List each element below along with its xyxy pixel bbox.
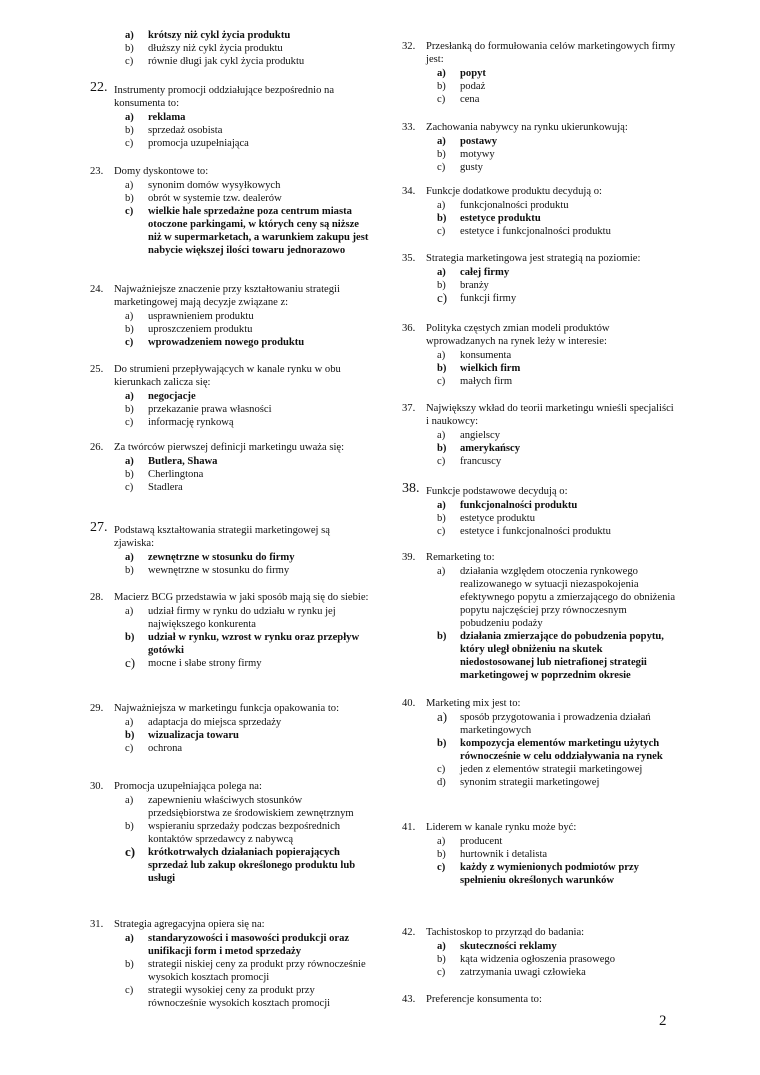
question-block <box>90 363 370 429</box>
option-label: b) <box>125 125 134 136</box>
answer-option <box>90 205 370 257</box>
option-text: negocjacje <box>148 391 196 402</box>
option-text: estetyce i funkcjonalności produktu <box>460 226 611 237</box>
answer-option <box>402 93 677 106</box>
answer-option <box>90 564 370 577</box>
question-text: Zachowania nabywcy na rynku ukierunkowują: <box>426 122 628 133</box>
answer-option <box>402 565 677 630</box>
answer-option <box>90 468 370 481</box>
option-text: standaryzowości i masowości produkcji oraz unifikacji form i metod sprzedaży <box>148 933 350 957</box>
question <box>90 80 370 110</box>
option-label: a) <box>437 350 446 361</box>
option-text: sprzedaż osobista <box>148 125 223 136</box>
option-label: b) <box>437 738 447 749</box>
option-label: a) <box>437 941 446 952</box>
option-label: c) <box>125 985 134 996</box>
question-text: Macierz BCG przedstawia w jaki sposób mają się do siebie: <box>114 592 369 603</box>
question <box>90 441 370 454</box>
answer-option <box>402 499 677 512</box>
question-number: 38. <box>402 481 420 496</box>
question <box>90 520 370 550</box>
option-text: krótkotrwałych działaniach popierających sprzedaż lub zakup określonego produktu lub usługi <box>148 847 356 884</box>
question-number: 43. <box>402 994 416 1005</box>
question <box>402 185 677 198</box>
question-number: 24. <box>90 284 104 295</box>
question-text: Remarketing to: <box>426 552 495 563</box>
option-label: a) <box>437 267 446 278</box>
answer-option <box>90 179 370 192</box>
question-block <box>402 252 677 305</box>
answer-option <box>90 631 370 657</box>
question-text: Strategia marketingowa jest strategią na poziomie: <box>426 253 641 264</box>
option-text: podaż <box>460 81 486 92</box>
option-text: dłuższy niż cykl życia produktu <box>148 43 283 54</box>
option-label: b) <box>125 821 134 832</box>
answer-option <box>402 512 677 525</box>
option-text: mocne i słabe strony firmy <box>148 658 262 669</box>
option-text: skuteczności reklamy <box>460 941 557 952</box>
option-text: cena <box>460 94 480 105</box>
question-block <box>90 165 370 257</box>
option-text: Stadlera <box>148 482 183 493</box>
option-label: c) <box>125 337 134 348</box>
option-text: działania zmierzające do pobudzenia popytu, który uległ obniżeniu na skutek niedostosowanej lub nietrafionej strategii marketingowej w poprzednim okresie <box>460 631 664 681</box>
question-text: Liderem w kanale rynku może być: <box>426 822 577 833</box>
option-text: udział firmy w rynku do udziału w rynku jej największego konkurenta <box>148 606 336 630</box>
option-label: b) <box>125 43 134 54</box>
option-label: b) <box>437 631 447 642</box>
option-text: ochrona <box>148 743 183 754</box>
answer-option <box>402 375 677 388</box>
answer-option <box>402 630 677 682</box>
option-label: c) <box>125 482 134 493</box>
question-block <box>402 402 677 468</box>
option-label: b) <box>125 730 135 741</box>
answer-option <box>90 403 370 416</box>
option-label: c) <box>125 417 134 428</box>
answer-option <box>402 763 677 776</box>
option-text: synonim domów wysyłkowych <box>148 180 281 191</box>
option-text: sposób przygotowania i prowadzenia działań marketingowych <box>460 712 651 736</box>
question-block <box>402 481 677 538</box>
answer-option <box>402 835 677 848</box>
question <box>90 702 370 715</box>
option-label: b) <box>437 443 447 454</box>
option-label: a) <box>125 933 134 944</box>
question <box>402 40 677 66</box>
question-text: Preferencje konsumenta to: <box>426 994 542 1005</box>
question-text: Promocja uzupełniająca polega na: <box>114 781 262 792</box>
option-label: a) <box>125 456 134 467</box>
answer-option <box>402 292 677 305</box>
option-label: a) <box>125 311 134 322</box>
option-label: a) <box>125 795 134 806</box>
option-text: kompozycja elementów marketingu użytych równocześnie w celu oddziaływania na rynek <box>460 738 663 762</box>
option-text: estetyce produktu <box>460 513 536 524</box>
option-text: każdy z wymienionych podmiotów przy spełnieniu określonych warunków <box>460 862 639 886</box>
answer-option <box>402 848 677 861</box>
option-label: c) <box>437 162 446 173</box>
question-block <box>402 40 677 106</box>
question <box>402 402 677 428</box>
option-text: Cherlingtona <box>148 469 204 480</box>
answer-option <box>90 390 370 403</box>
option-label: a) <box>125 717 134 728</box>
question-block <box>90 702 370 755</box>
question-text: Polityka częstych zmian modeli produktów wprowadzanych na rynek leży w interesie: <box>426 323 610 347</box>
answer-option <box>402 135 677 148</box>
option-text: funkcjonalności produktu <box>460 200 569 211</box>
option-text: jeden z elementów strategii marketingowej <box>460 764 643 775</box>
answer-option <box>90 336 370 349</box>
option-text: francuscy <box>460 456 502 467</box>
answer-option <box>402 429 677 442</box>
option-label: b) <box>125 565 134 576</box>
answer-option <box>90 932 370 958</box>
answer-option <box>90 729 370 742</box>
answer-option <box>90 55 370 68</box>
answer-option <box>402 953 677 966</box>
option-label: a) <box>125 391 134 402</box>
question-block <box>402 993 677 1006</box>
option-label: c) <box>437 456 446 467</box>
option-text: wprowadzeniem nowego produktu <box>148 337 305 348</box>
answer-option <box>90 820 370 846</box>
option-label: b) <box>437 513 446 524</box>
option-text: krótszy niż cykl życia produktu <box>148 30 291 41</box>
option-label: a) <box>437 430 446 441</box>
question-number: 28. <box>90 592 104 603</box>
option-text: udział w rynku, wzrost w rynku oraz przepływ gotówki <box>148 632 360 656</box>
question-number: 35. <box>402 253 416 264</box>
answer-option <box>402 711 677 737</box>
question-number: 40. <box>402 698 416 709</box>
question <box>402 322 677 348</box>
option-text: funkcji firmy <box>460 293 517 304</box>
option-text: branży <box>460 280 489 291</box>
question <box>402 551 677 564</box>
option-label: a) <box>437 500 446 511</box>
option-text: wewnętrzne w stosunku do firmy <box>148 565 290 576</box>
answer-option <box>90 958 370 984</box>
question-block <box>402 322 677 388</box>
option-text: reklama <box>148 112 186 123</box>
option-text: całej firmy <box>460 267 510 278</box>
answer-option <box>402 861 677 887</box>
option-label: b) <box>437 280 446 291</box>
option-text: promocja uzupełniająca <box>148 138 249 149</box>
option-text: zewnętrzne w stosunku do firmy <box>148 552 295 563</box>
question-number: 25. <box>90 364 104 375</box>
question <box>90 283 370 309</box>
option-label: a) <box>437 836 446 847</box>
answer-option <box>402 776 677 789</box>
option-label: a) <box>125 30 134 41</box>
question-block <box>90 918 370 1010</box>
option-label: b) <box>437 149 446 160</box>
option-text: równie długi jak cykl życia produktu <box>148 56 305 67</box>
option-text: Butlera, Shawa <box>148 456 218 467</box>
option-label: c) <box>437 290 448 305</box>
answer-option <box>90 124 370 137</box>
answer-option <box>402 212 677 225</box>
option-text: działania względem otoczenia rynkowego realizowanego w sytuacji niezaspokojenia efektywnego popytu a zmierzającego do obniżenia popytu najczęściej przy równoczesnym pobudzeniu podaży <box>460 566 676 629</box>
answer-option <box>90 984 370 1010</box>
question-block <box>90 780 370 885</box>
question-number: 34. <box>402 186 416 197</box>
option-text: wielkich firm <box>460 363 521 374</box>
option-text: motywy <box>460 149 495 160</box>
question <box>90 591 370 604</box>
question-text: Funkcje dodatkowe produktu decydują o: <box>426 186 602 197</box>
question-block <box>402 821 677 887</box>
question-text: Najważniejsza w marketingu funkcja opakowania to: <box>114 703 340 714</box>
question <box>402 121 677 134</box>
option-label: a) <box>437 136 446 147</box>
question <box>90 165 370 178</box>
option-label: c) <box>125 56 134 67</box>
question-number: 36. <box>402 323 416 334</box>
option-label: a) <box>125 552 134 563</box>
question-number: 42. <box>402 927 416 938</box>
answer-option <box>90 657 370 670</box>
option-label: c) <box>125 655 136 670</box>
answer-option <box>402 148 677 161</box>
answer-option <box>90 551 370 564</box>
question-block <box>402 121 677 174</box>
option-text: zapewnieniu właściwych stosunków przedsiębiorstwa ze środowiskiem zewnętrznym <box>148 795 354 819</box>
option-label: c) <box>437 862 446 873</box>
question-block <box>402 551 677 682</box>
answer-option <box>402 966 677 979</box>
option-label: c) <box>437 94 446 105</box>
option-text: popyt <box>460 68 486 79</box>
option-text: informację rynkową <box>148 417 234 428</box>
option-text: synonim strategii marketingowej <box>460 777 600 788</box>
answer-option <box>402 225 677 238</box>
option-label: a) <box>437 200 446 211</box>
option-label: c) <box>125 138 134 149</box>
answer-option <box>402 199 677 212</box>
answer-option <box>90 605 370 631</box>
option-label: b) <box>125 193 134 204</box>
answer-option <box>90 323 370 336</box>
option-label: c) <box>125 206 134 217</box>
question-number: 27. <box>90 520 108 535</box>
option-text: wizualizacja towaru <box>148 730 239 741</box>
question-text: Podstawą kształtowania strategii marketingowej są zjawiska: <box>114 525 330 549</box>
question <box>90 780 370 793</box>
answer-option <box>402 940 677 953</box>
option-text: strategii niskiej ceny za produkt przy równocześnie wysokich kosztach promocji <box>148 959 366 983</box>
question-block <box>402 697 677 789</box>
question-number: 41. <box>402 822 416 833</box>
option-label: b) <box>437 954 446 965</box>
question <box>402 821 677 834</box>
question-text: Tachistoskop to przyrząd do badania: <box>426 927 585 938</box>
question-number: 23. <box>90 166 104 177</box>
answer-option <box>90 111 370 124</box>
option-text: wielkie hale sprzedażne poza centrum miasta otoczone parkingami, w których ceny są niższe niż w supermarketach, a warunkiem zakupu jest nabycie większej ilości towaru jednorazowo <box>148 206 369 256</box>
option-text: kąta widzenia ogłoszenia prasowego <box>460 954 616 965</box>
option-text: hurtownik i detalista <box>460 849 548 860</box>
question-block <box>90 591 370 670</box>
option-label: a) <box>437 566 446 577</box>
question-text: Strategia agregacyjna opiera się na: <box>114 919 265 930</box>
option-label: b) <box>125 959 134 970</box>
option-label: a) <box>125 112 134 123</box>
option-label: b) <box>125 404 134 415</box>
option-label: b) <box>437 81 446 92</box>
option-label: c) <box>437 226 446 237</box>
option-text: angielscy <box>460 430 501 441</box>
question-block <box>402 185 677 238</box>
answer-option <box>90 742 370 755</box>
answer-option <box>402 362 677 375</box>
option-text: zatrzymania uwagi człowieka <box>460 967 586 978</box>
question-number: 22. <box>90 80 108 95</box>
answer-option <box>402 737 677 763</box>
question-number: 37. <box>402 403 416 414</box>
question-text: Za twórców pierwszej definicji marketingu uważa się: <box>114 442 345 453</box>
question-block <box>90 28 370 68</box>
option-label: a) <box>125 606 134 617</box>
question-number: 32. <box>402 41 416 52</box>
answer-option <box>402 349 677 362</box>
question <box>90 918 370 931</box>
question-text: Domy dyskontowe to: <box>114 166 209 177</box>
answer-option <box>90 137 370 150</box>
option-text: amerykańscy <box>460 443 521 454</box>
option-text: estetyce i funkcjonalności produktu <box>460 526 611 537</box>
question-number: 29. <box>90 703 104 714</box>
question-text: Funkcje podstawowe decydują o: <box>426 486 568 497</box>
question <box>402 252 677 265</box>
option-text: małych firm <box>460 376 513 387</box>
option-text: funkcjonalności produktu <box>460 500 578 511</box>
question-text: Najważniejsze znaczenie przy kształtowaniu strategii marketingowej mają decyzje związane z: <box>114 284 340 308</box>
answer-option <box>402 442 677 455</box>
option-text: przekazanie prawa własności <box>148 404 272 415</box>
answer-option <box>90 29 370 42</box>
answer-option <box>90 42 370 55</box>
option-label: b) <box>125 632 135 643</box>
answer-option <box>90 416 370 429</box>
option-text: producent <box>460 836 503 847</box>
question <box>402 926 677 939</box>
question-text: Przesłanką do formułowania celów marketingowych firmy jest: <box>426 41 676 65</box>
option-text: konsumenta <box>460 350 512 361</box>
option-text: adaptacja do miejsca sprzedaży <box>148 717 282 728</box>
question-number: 26. <box>90 442 104 453</box>
answer-option <box>90 310 370 323</box>
option-label: c) <box>125 743 134 754</box>
question-block <box>90 80 370 150</box>
option-label: a) <box>437 68 446 79</box>
question-number: 33. <box>402 122 416 133</box>
question-block <box>90 283 370 349</box>
question-block <box>90 520 370 577</box>
answer-option <box>90 794 370 820</box>
option-label: b) <box>125 469 134 480</box>
question-block <box>402 926 677 979</box>
option-text: strategii wysokiej ceny za produkt przy równocześnie wysokich kosztach promocji <box>148 985 331 1009</box>
question-text: Do strumieni przepływających w kanale rynku w obu kierunkach zalicza się: <box>114 364 341 388</box>
question-number: 31. <box>90 919 104 930</box>
question <box>90 363 370 389</box>
question-number: 30. <box>90 781 104 792</box>
question-text: Największy wkład do teorii marketingu wnieśli specjaliści i naukowcy: <box>426 403 674 427</box>
option-label: d) <box>437 777 446 788</box>
option-label: b) <box>437 363 447 374</box>
option-text: estetyce produktu <box>460 213 541 224</box>
question-number: 39. <box>402 552 416 563</box>
answer-option <box>402 67 677 80</box>
option-label: c) <box>125 844 136 859</box>
answer-option <box>402 455 677 468</box>
answer-option <box>402 525 677 538</box>
option-label: b) <box>437 213 447 224</box>
option-label: c) <box>437 526 446 537</box>
option-label: b) <box>125 324 134 335</box>
page-number: 2 <box>659 1013 667 1029</box>
answer-option <box>90 455 370 468</box>
answer-option <box>402 266 677 279</box>
answer-option <box>90 192 370 205</box>
option-text: obrót w systemie tzw. dealerów <box>148 193 282 204</box>
question-text: Marketing mix jest to: <box>426 698 521 709</box>
answer-option <box>90 846 370 885</box>
question <box>402 993 677 1006</box>
question-text: Instrumenty promocji oddziałujące bezpośrednio na konsumenta to: <box>114 85 335 109</box>
option-text: gusty <box>460 162 483 173</box>
option-label: b) <box>437 849 446 860</box>
question-block <box>90 441 370 494</box>
option-text: uproszczeniem produktu <box>148 324 253 335</box>
answer-option <box>402 80 677 93</box>
answer-option <box>90 716 370 729</box>
option-label: c) <box>437 764 446 775</box>
answer-option <box>402 161 677 174</box>
answer-option <box>90 481 370 494</box>
question <box>402 481 677 498</box>
option-label: a) <box>437 709 448 724</box>
option-label: c) <box>437 376 446 387</box>
option-label: a) <box>125 180 134 191</box>
option-text: usprawnieniem produktu <box>148 311 254 322</box>
option-label: c) <box>437 967 446 978</box>
option-text: postawy <box>460 136 498 147</box>
option-text: wspieraniu sprzedaży podczas bezpośrednich kontaktów sprzedawcy z nabywcą <box>148 821 341 845</box>
